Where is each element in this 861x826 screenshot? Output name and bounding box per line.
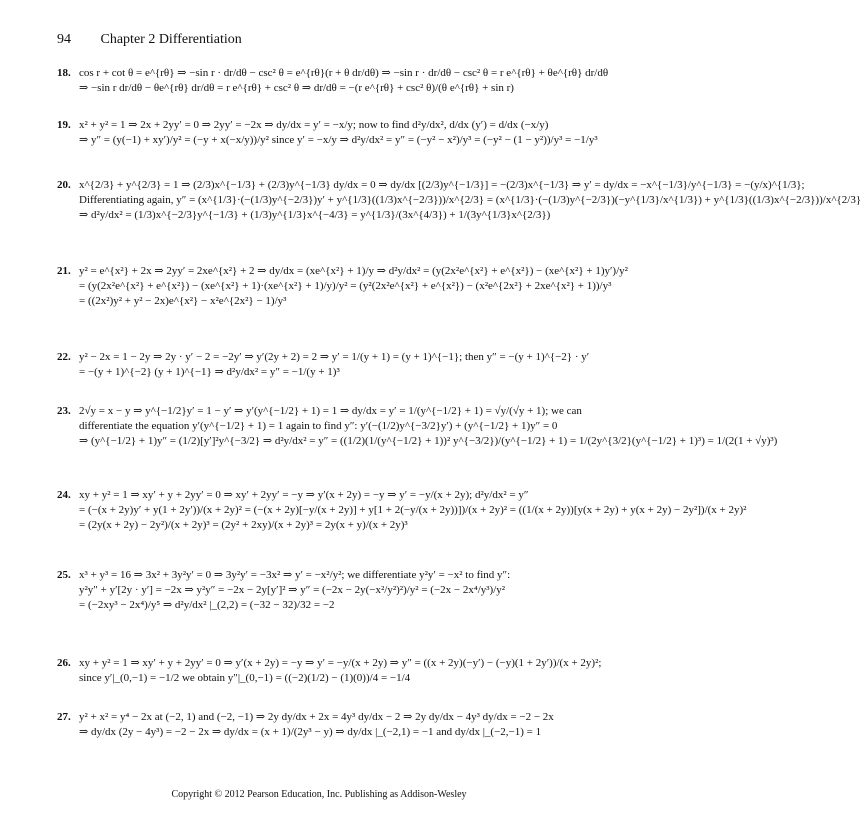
problem-number: 24. — [57, 489, 71, 501]
problem-number: 18. — [57, 67, 71, 79]
chapter-title: Chapter 2 Differentiation — [100, 32, 242, 47]
equation-line: since y′|_(0,−1) = −1/2 we obtain y″|_(0,−1) = ((−2)(1/2) − (1)(0))/4 = −1/4 — [79, 672, 411, 684]
problem-24 — [57, 488, 747, 533]
problem-20 — [57, 178, 861, 223]
equation-line: 2√y = x − y ⇒ y^{−1/2}y′ = 1 − y′ ⇒ y′(y^{−1/2} + 1) = 1 ⇒ dy/dx = y′ = 1/(y^{−1/2} + 1) = √y/(√y + 1); we can — [79, 405, 582, 417]
problem-number: 25. — [57, 569, 71, 581]
problem-number: 27. — [57, 711, 71, 723]
problem-number: 20. — [57, 179, 71, 191]
equation-line: = (y(2x²e^{x²} + e^{x²}) − (xe^{x²} + 1)·(xe^{x²} + 1)/y)/y² = (y²(2x²e^{x²} + e^{x²}) − (x²e^{2x²} + 2xe^{x²} + 1))/y³ — [79, 280, 612, 292]
equation-line: Differentiating again, y″ = (x^{1/3}·(−(1/3)y^{−2/3})y′ + y^{1/3}((1/3)x^{−2/3}))/x^{2/3} = (x^{1/3}·(−(1/3)y^{−2/3})(−y^{1/3}/x^{1/3}) + y^{1/3}((1/3)x^{−2/3}))/x^{2/3} — [79, 194, 861, 206]
equation-line: y² = e^{x²} + 2x ⇒ 2yy′ = 2xe^{x²} + 2 ⇒ dy/dx = (xe^{x²} + 1)/y ⇒ d²y/dx² = (y(2x²e^{x²} + e^{x²}) − (xe^{x²} + 1)y′)/y² — [79, 265, 628, 277]
problem-18 — [57, 66, 612, 96]
problem-23 — [57, 404, 778, 449]
problem-26 — [57, 656, 612, 686]
problem-number: 22. — [57, 351, 71, 363]
problem-21 — [57, 264, 628, 309]
problem-number: 19. — [57, 119, 71, 131]
problem-number: 26. — [57, 657, 71, 669]
equation-line: xy + y² = 1 ⇒ xy′ + y + 2yy′ = 0 ⇒ y′(x + 2y) = −y ⇒ y′ = −y/(x + 2y) ⇒ y″ = ((x + 2y)(−y′) − (−y)(1 + 2y′))/(x + 2y)²; — [79, 657, 602, 669]
equation-line: y² − 2x = 1 − 2y ⇒ 2y · y′ − 2 = −2y′ ⇒ y′(2y + 2) = 2 ⇒ y′ = 1/(y + 1) = (y + 1)^{−1}; then y″ = −(y + 1)^{−2} · y′ — [79, 351, 590, 363]
page-number: 94 — [57, 32, 71, 47]
equation-line: = (−(x + 2y)y′ + y(1 + 2y′))/(x + 2y)² = (−(x + 2y)[−y/(x + 2y)] + y[1 + 2(−y/(x + 2y))])/(x + 2y)² = ((1/(x + 2y))[y(x + 2y) + y(x + 2y) − 2y²])/(x + 2y)² — [79, 504, 747, 516]
problem-22 — [57, 350, 612, 380]
equation-line: xy + y² = 1 ⇒ xy′ + y + 2yy′ = 0 ⇒ xy′ + 2yy′ = −y ⇒ y′(x + 2y) = −y ⇒ y′ = −y/(x + 2y); d²y/dx² = y″ — [79, 489, 529, 501]
page-header — [57, 32, 242, 48]
equation-line: ⇒ d²y/dx² = (1/3)x^{−2/3}y^{−1/3} + (1/3)y^{1/3}x^{−4/3} = y^{1/3}/(3x^{4/3}) + 1/(3y^{1/3}x^{2/3}) — [79, 209, 551, 221]
problem-27 — [57, 710, 612, 740]
equation-line: ⇒ y″ = (y(−1) + xy′)/y² = (−y + x(−x/y))/y² since y′ = −x/y ⇒ d²y/dx² = y″ = (−y² − x²)/y³ = (−y² − (1 − y²))/y³ = −1/y³ — [79, 134, 598, 146]
equation-line: = (2y(x + 2y) − 2y²)/(x + 2y)³ = (2y² + 2xy)/(x + 2y)³ = 2y(x + y)/(x + 2y)³ — [79, 519, 408, 531]
problem-19 — [57, 118, 612, 148]
equation-line: = −(y + 1)^{−2} (y + 1)^{−1} ⇒ d²y/dx² = y″ = −1/(y + 1)³ — [79, 366, 340, 378]
copyright-footer: Copyright © 2012 Pearson Education, Inc. Publishing as Addison-Wesley — [171, 789, 467, 800]
equation-line: x³ + y³ = 16 ⇒ 3x² + 3y²y′ = 0 ⇒ 3y²y′ = −3x² ⇒ y′ = −x²/y²; we differentiate y²y′ = −x² to find y″: — [79, 569, 511, 581]
equation-line: y² + x² = y⁴ − 2x at (−2, 1) and (−2, −1) ⇒ 2y dy/dx + 2x = 4y³ dy/dx − 2 ⇒ 2y dy/dx − 4y³ dy/dx = −2 − 2x — [79, 711, 554, 723]
equation-line: ⇒ (y^{−1/2} + 1)y″ = (1/2)[y′]²y^{−3/2} ⇒ d²y/dx² = y″ = ((1/2)(1/(y^{−1/2} + 1))² y^{−3/2})/(y^{−1/2} + 1) = 1/(2y^{3/2}(y^{−1/2} + 1)³) = 1/(2(1 + √y)³) — [79, 435, 778, 447]
problem-25 — [57, 568, 612, 613]
problem-number: 21. — [57, 265, 71, 277]
equation-line: differentiate the equation y′(y^{−1/2} + 1) = 1 again to find y″: y′(−(1/2)y^{−3/2}y′) + (y^{−1/2} + 1)y″ = 0 — [79, 420, 558, 432]
equation-line: x^{2/3} + y^{2/3} = 1 ⇒ (2/3)x^{−1/3} + (2/3)y^{−1/3} dy/dx = 0 ⇒ dy/dx [(2/3)y^{−1/3}] = −(2/3)x^{−1/3} ⇒ y′ = dy/dx = −x^{−1/3}/y^{−1/3} = −(y/x)^{1/3}; — [79, 179, 805, 191]
equation-line: y²y″ + y′[2y · y′] = −2x ⇒ y²y″ = −2x − 2y[y′]² ⇒ y″ = (−2x − 2y(−x²/y²)²)/y² = (−2x − 2x⁴/y³)/y² — [79, 584, 506, 596]
equation-line: cos r + cot θ = e^{rθ} ⇒ −sin r · dr/dθ − csc² θ = e^{rθ}(r + θ dr/dθ) ⇒ −sin r · dr/dθ − csc² θ = r e^{rθ} + θe^{rθ} dr/dθ — [79, 67, 609, 79]
equation-line: = (−2xy³ − 2x⁴)/y⁵ ⇒ d²y/dx² |_(2,2) = (−32 − 32)/32 = −2 — [79, 599, 335, 611]
equation-line: ⇒ −sin r dr/dθ − θe^{rθ} dr/dθ = r e^{rθ} + csc² θ ⇒ dr/dθ = −(r e^{rθ} + csc² θ)/(θ e^{rθ} + sin r) — [79, 82, 514, 94]
equation-line: = ((2x²)y² + y² − 2x)e^{x²} − x²e^{2x²} − 1)/y³ — [79, 295, 287, 307]
equation-line: x² + y² = 1 ⇒ 2x + 2yy′ = 0 ⇒ 2yy′ = −2x ⇒ dy/dx = y′ = −x/y; now to find d²y/dx², d/dx (y′) = d/dx (−x/y) — [79, 119, 549, 131]
equation-line: ⇒ dy/dx (2y − 4y³) = −2 − 2x ⇒ dy/dx = (x + 1)/(2y³ − y) ⇒ dy/dx |_(−2,1) = −1 and dy/dx |_(−2,−1) = 1 — [79, 726, 542, 738]
problem-number: 23. — [57, 405, 71, 417]
